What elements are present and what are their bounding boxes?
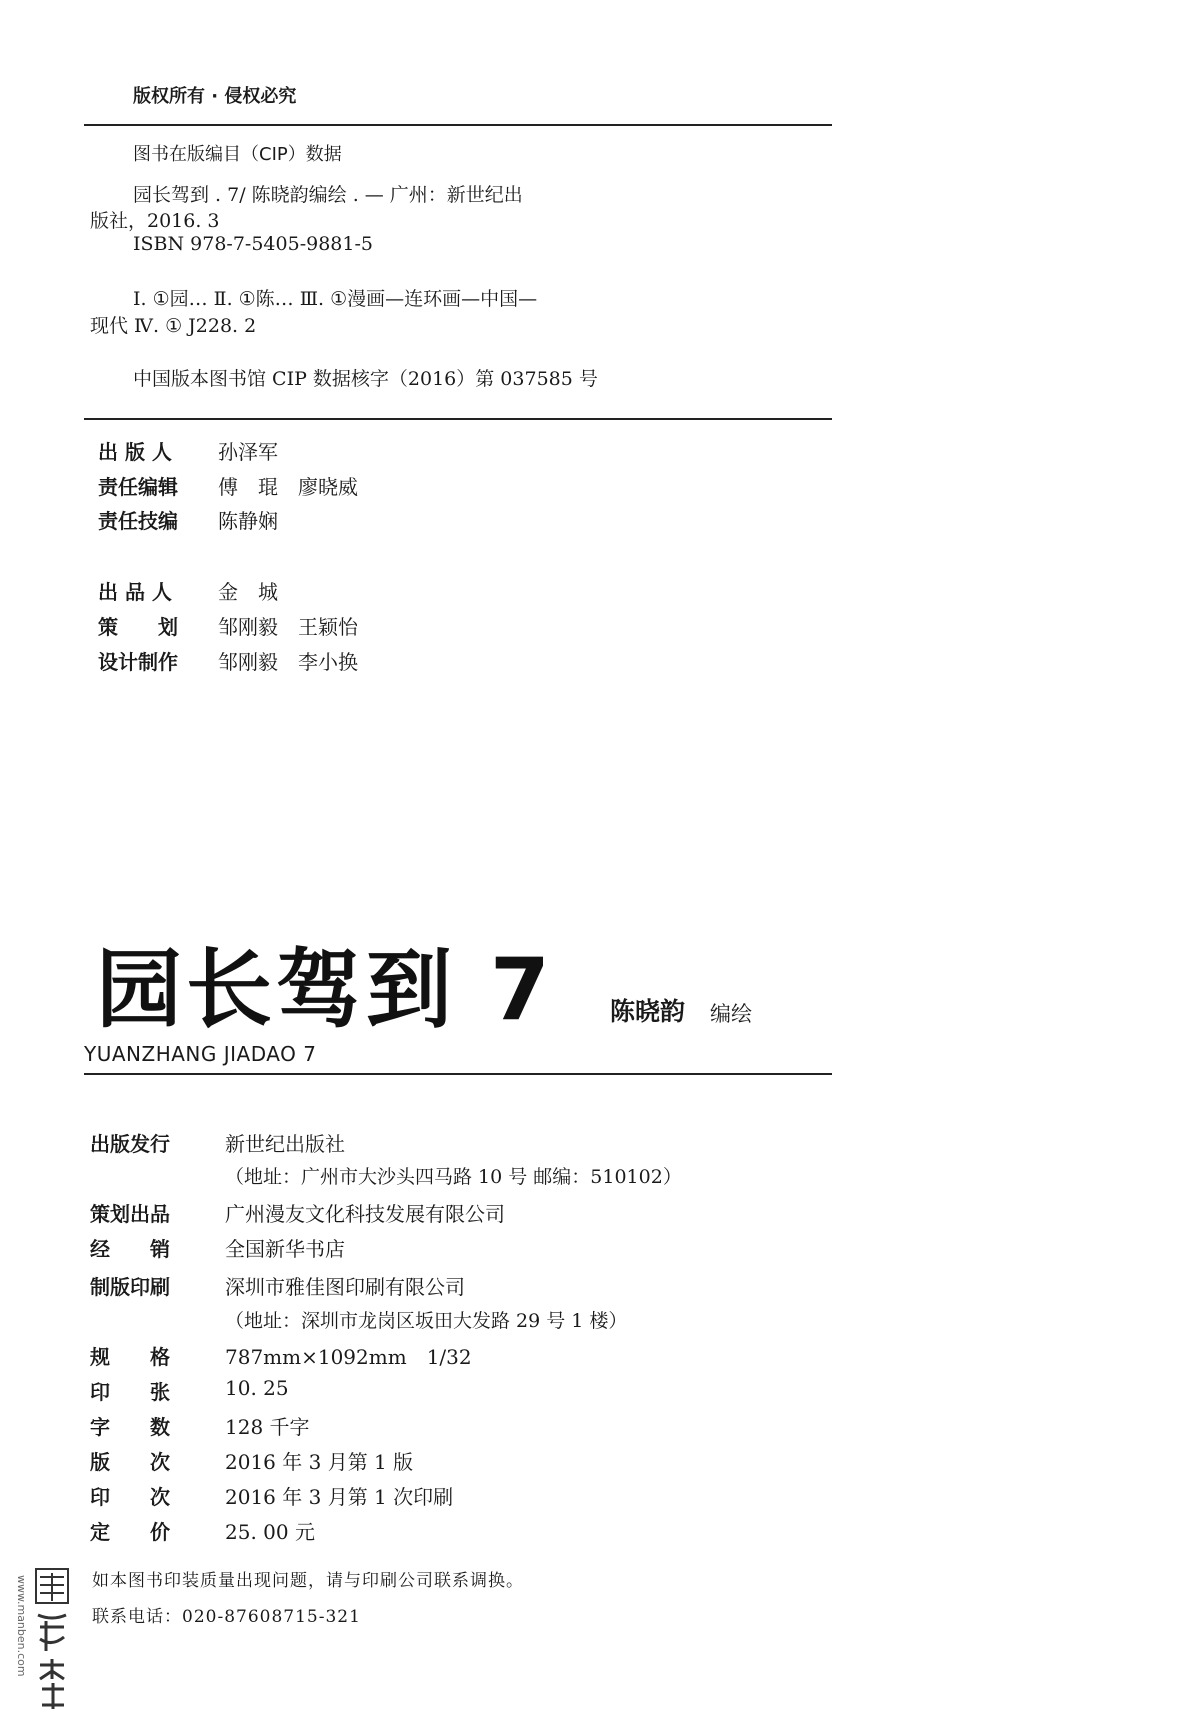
staff-label: 出 品 人	[98, 580, 172, 604]
staff-value: 陈静娴	[218, 509, 278, 533]
cip-line: Ⅰ. ①园… Ⅱ. ①陈… Ⅲ. ①漫画—连环画—中国—	[133, 288, 538, 310]
detail-value: 2016 年 3 月第 1 次印刷	[225, 1485, 454, 1509]
detail-value: 787mm×1092mm 1/32	[225, 1345, 472, 1369]
detail-label: 经 销	[90, 1237, 170, 1261]
book-title-pinyin: YUANZHANG JIADAO 7	[84, 1042, 317, 1066]
detail-label: 印 张	[90, 1380, 170, 1404]
staff-label: 策 划	[98, 615, 178, 639]
cip-record: 中国版本图书馆 CIP 数据核字（2016）第 037585 号	[133, 368, 598, 390]
author-role: 编绘	[710, 1002, 752, 1026]
cip-isbn: ISBN 978-7-5405-9881-5	[133, 233, 373, 255]
cip-line: 现代 Ⅳ. ① J228. 2	[90, 315, 257, 337]
cip-line: 版社，2016. 3	[90, 210, 220, 232]
detail-value: 新世纪出版社	[225, 1132, 345, 1156]
divider	[84, 124, 832, 126]
detail-value: （地址：广州市大沙头四马路 10 号 邮编：510102）	[225, 1166, 682, 1188]
author-name: 陈晓韵	[610, 997, 686, 1026]
book-title: 园长驾到 7	[96, 940, 554, 1040]
staff-value: 邹刚毅 王颖怡	[218, 615, 358, 639]
staff-value: 邹刚毅 李小换	[218, 650, 358, 674]
detail-label: 字 数	[90, 1415, 170, 1439]
detail-value: 全国新华书店	[225, 1237, 345, 1261]
manben-logo-icon	[6, 1565, 70, 1715]
staff-label: 责任技编	[98, 509, 178, 533]
detail-value: 10. 25	[225, 1376, 289, 1400]
divider	[84, 1073, 832, 1075]
detail-label: 制版印刷	[90, 1275, 170, 1299]
detail-label: 策划出品	[90, 1202, 170, 1226]
detail-label: 印 次	[90, 1485, 170, 1509]
staff-value: 傅 琨 廖晓威	[218, 475, 358, 499]
detail-value: 128 千字	[225, 1415, 310, 1439]
divider	[84, 418, 832, 420]
contact-phone: 联系电话：020-87608715-321	[92, 1607, 361, 1627]
cip-title: 图书在版编目（CIP）数据	[133, 144, 342, 165]
staff-label: 出 版 人	[98, 440, 172, 464]
staff-value: 金 城	[218, 580, 278, 604]
staff-value: 孙泽军	[218, 440, 278, 464]
watermark-url: www.manben.com	[15, 1575, 28, 1677]
quality-note: 如本图书印装质量出现问题，请与印刷公司联系调换。	[92, 1571, 524, 1591]
detail-value: 深圳市雅佳图印刷有限公司	[225, 1275, 465, 1299]
detail-label: 定 价	[90, 1520, 170, 1544]
detail-label: 出版发行	[90, 1132, 170, 1156]
staff-label: 设计制作	[98, 650, 178, 674]
detail-value: 25. 00 元	[225, 1520, 315, 1544]
detail-value: 广州漫友文化科技发展有限公司	[225, 1202, 505, 1226]
staff-label: 责任编辑	[98, 475, 178, 499]
copyright-notice: 版权所有 · 侵权必究	[133, 86, 297, 107]
detail-value: 2016 年 3 月第 1 版	[225, 1450, 414, 1474]
detail-label: 版 次	[90, 1450, 170, 1474]
detail-value: （地址：深圳市龙岗区坂田大发路 29 号 1 楼）	[225, 1310, 628, 1332]
detail-label: 规 格	[90, 1345, 170, 1369]
cip-line: 园长驾到 . 7/ 陈晓韵编绘 . — 广州：新世纪出	[133, 184, 523, 206]
